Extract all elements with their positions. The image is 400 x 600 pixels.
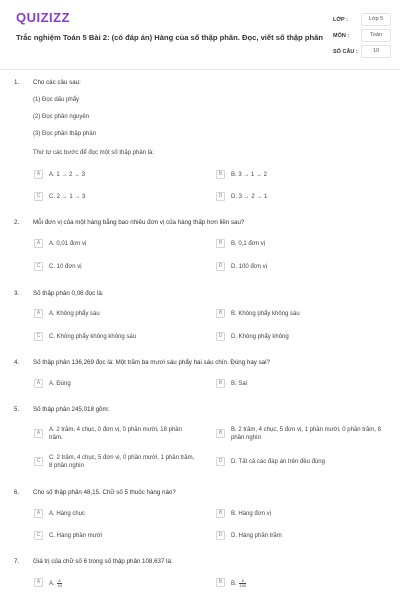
option-text: C. 2 → 1 → 3 <box>49 194 86 200</box>
option-letter-box: B <box>216 239 225 248</box>
question-number: 2. <box>14 219 20 226</box>
meta-subject-value: Toán <box>361 29 391 42</box>
option-text: C. Không phẩy không không sáu <box>49 334 137 340</box>
option-letter-box: A <box>34 379 43 388</box>
option-text: B. 0,1 đơn vị <box>231 241 265 247</box>
statement-line: (2) Đọc phần nguyên <box>33 114 90 120</box>
question-text: Số thập phân 0,06 đọc là: <box>33 290 104 297</box>
option-text: A. Đúng <box>49 381 71 387</box>
option-text: D. Hàng phần trăm <box>231 533 282 539</box>
fraction-denominator: 100 <box>239 583 247 588</box>
option-letter-box: B <box>216 309 225 318</box>
option-content <box>231 579 246 588</box>
option-text: D. Không phẩy không <box>231 334 289 340</box>
option-letter-box: A <box>34 309 43 318</box>
question-number: 4. <box>14 359 20 366</box>
option-letter-box: D <box>216 332 225 341</box>
option-letter-box: C <box>34 262 43 271</box>
question-text: Mỗi đơn vị của một hàng bằng bao nhiêu đơn vị của hàng thấp hơn liền sau? <box>33 219 245 226</box>
option-letter-box: D <box>216 192 225 201</box>
meta-subject-label: MÔN : <box>333 33 350 39</box>
question-text: Cho số thập phân 48,15. Chữ số 5 thuộc hàng nào? <box>33 489 176 496</box>
statement-line: Thứ tự các bước để đọc một số thập phân là: <box>33 150 155 156</box>
meta-count-value: 10 <box>361 45 391 58</box>
option-text: A. Hàng chục <box>49 511 86 517</box>
question-text: Số thập phân 245,018 gồm: <box>33 406 110 413</box>
option-letter-box: A <box>34 429 43 438</box>
option-letter-box: C <box>34 332 43 341</box>
statement-line: (3) Đọc phần thập phân <box>33 131 97 137</box>
option-letter-box: D <box>216 262 225 271</box>
option-text: B. Sai <box>231 381 248 387</box>
option-text: A. Không phẩy sáu <box>49 311 100 317</box>
question-number: 7. <box>14 558 20 565</box>
option-text: A. 1 → 2 → 3 <box>49 172 86 178</box>
option-letter-box: C <box>34 192 43 201</box>
option-letter-box: B <box>216 379 225 388</box>
fraction-denominator: 10 <box>57 583 62 588</box>
option-text: D. Tất cả các đáp án trên đều đúng <box>231 459 325 465</box>
option-letter-box: D <box>216 457 225 466</box>
option-text: B. Không phẩy không sáu <box>231 311 300 317</box>
option-letter-box: C <box>34 531 43 540</box>
option-letter-box: A <box>34 170 43 179</box>
option-text: A. 0,01 đơn vị <box>49 241 87 247</box>
option-letter-box: C <box>34 457 43 466</box>
option-letter-box: A <box>34 578 43 587</box>
option-text: B. 3 → 1 → 2 <box>231 172 268 178</box>
option-text: B. Hàng đơn vị <box>231 511 271 517</box>
option-text: C. Hàng phần mười <box>49 533 102 539</box>
option-letter-box: D <box>216 531 225 540</box>
meta-class-label: LỚP : <box>333 17 348 23</box>
option-text: C. 2 trăm, 4 chục, 5 đơn vị, 0 phần mười, 1 phần trăm, 8 phần nghìn <box>49 455 195 469</box>
question-text: Giá trị của chữ số 6 trong số thập phân 108,637 là: <box>33 558 173 565</box>
question-text: Cho các câu sau: <box>33 79 81 86</box>
worksheet-title: Trắc nghiệm Toán 5 Bài 2: (có đáp án) Hàng của số thập phân. Đọc, viết số thập phân <box>16 33 324 42</box>
quizizz-logo: QUIZIZZ <box>16 10 71 25</box>
question-number: 3. <box>14 290 20 297</box>
fraction-numerator: 6 <box>58 578 61 583</box>
question-number: 1. <box>14 79 20 86</box>
option-letter-box: B <box>216 578 225 587</box>
option-text: D. 3 → 2 → 1 <box>231 194 268 200</box>
option-letter-box: B <box>216 509 225 518</box>
statement-line: (1) Đọc dấu phẩy <box>33 97 80 103</box>
option-text: B. <box>231 581 237 588</box>
question-number: 6. <box>14 489 20 496</box>
option-text: B. 2 trăm, 4 chục, 5 đơn vị, 1 phần mười, 0 phần trăm, 8 phần nghìn <box>231 427 381 441</box>
option-letter-box: B <box>216 170 225 179</box>
option-letter-box: B <box>216 429 225 438</box>
option-text: A. 2 trăm, 4 chục, 0 đơn vị, 0 phần mười, 18 phần trăm. <box>49 427 182 441</box>
question-number: 5. <box>14 406 20 413</box>
option-text: C. 10 đơn vị <box>49 264 82 270</box>
option-letter-box: A <box>34 509 43 518</box>
option-text: A. <box>49 581 55 588</box>
option-text: D. 100 đơn vị <box>231 264 267 270</box>
fraction-numerator: 6 <box>239 579 246 584</box>
question-text: Số thập phân 136,269 đọc là: Một trăm ba mươi sáu phẩy hai sáu chín. Đúng hay sai? <box>33 359 270 366</box>
option-content <box>49 579 62 588</box>
fraction <box>57 579 61 588</box>
meta-count-label: SỐ CÂU : <box>333 49 358 55</box>
fraction <box>239 579 246 588</box>
meta-class-value: Lớp 5 <box>361 13 391 26</box>
worksheet-header <box>0 0 400 70</box>
option-letter-box: A <box>34 239 43 248</box>
